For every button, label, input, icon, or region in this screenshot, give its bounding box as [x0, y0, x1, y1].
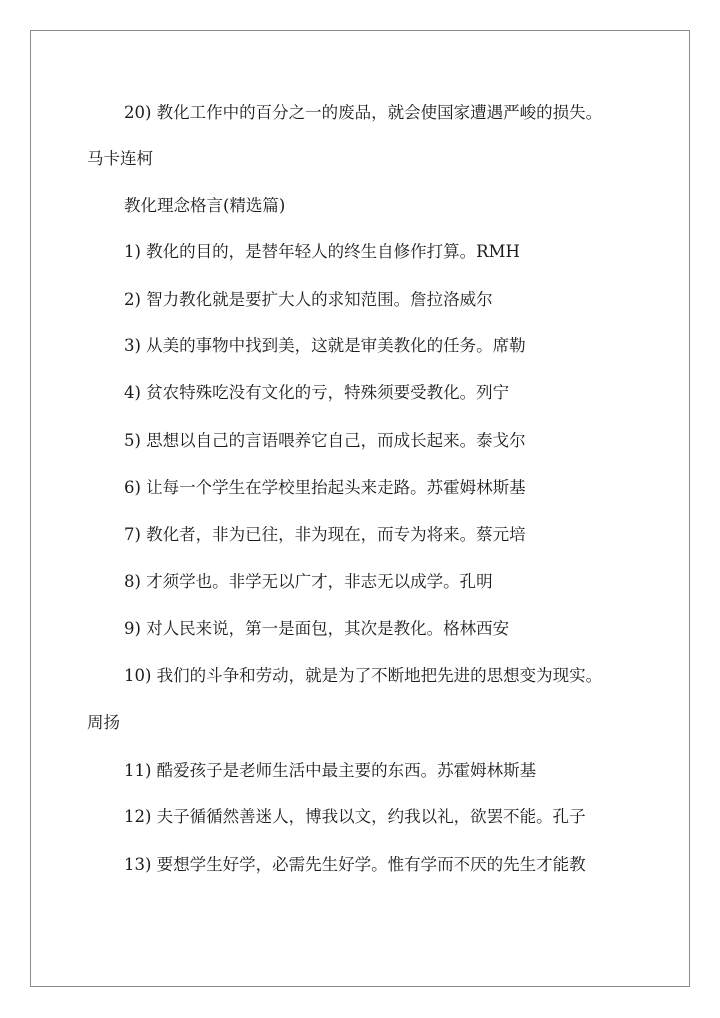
- quote-5: 5) 思想以自己的言语喂养它自己，而成长起来。泰戈尔: [124, 431, 526, 450]
- quote-20-author: 马卡连柯: [87, 149, 153, 168]
- quote-7: 7) 教化者，非为已往，非为现在，而专为将来。蔡元培: [124, 525, 526, 544]
- quote-11: 11) 酷爱孩子是老师生活中最主要的东西。苏霍姆林斯基: [124, 761, 537, 780]
- quote-4: 4) 贫农特殊吃没有文化的亏，特殊须要受教化。列宁: [124, 383, 510, 402]
- quote-6: 6) 让每一个学生在学校里抬起头来走路。苏霍姆林斯基: [124, 478, 526, 497]
- quote-1: 1) 教化的目的，是替年轻人的终生自修作打算。RMH: [124, 242, 520, 261]
- quote-10-line-1: 10) 我们的斗争和劳动，就是为了不断地把先进的思想变为现实。: [124, 666, 603, 685]
- section-heading: 教化理念格言(精选篇): [124, 196, 286, 215]
- quote-3: 3) 从美的事物中找到美，这就是审美教化的任务。席勒: [124, 336, 526, 355]
- quote-9: 9) 对人民来说，第一是面包，其次是教化。格林西安: [124, 619, 510, 638]
- quote-20-line-1: 20) 教化工作中的百分之一的废品，就会使国家遭遇严峻的损失。: [124, 103, 603, 122]
- quote-13-line-1: 13) 要想学生好学，必需先生好学。惟有学而不厌的先生才能教: [124, 855, 586, 874]
- quote-10-author: 周扬: [87, 713, 120, 732]
- quote-8: 8) 才须学也。非学无以广才，非志无以成学。孔明: [124, 572, 493, 591]
- page-border: [30, 30, 690, 987]
- quote-2: 2) 智力教化就是要扩大人的求知范围。詹拉洛威尔: [124, 290, 493, 309]
- quote-12: 12) 夫子循循然善迷人，博我以文，约我以礼，欲罢不能。孔子: [124, 807, 586, 826]
